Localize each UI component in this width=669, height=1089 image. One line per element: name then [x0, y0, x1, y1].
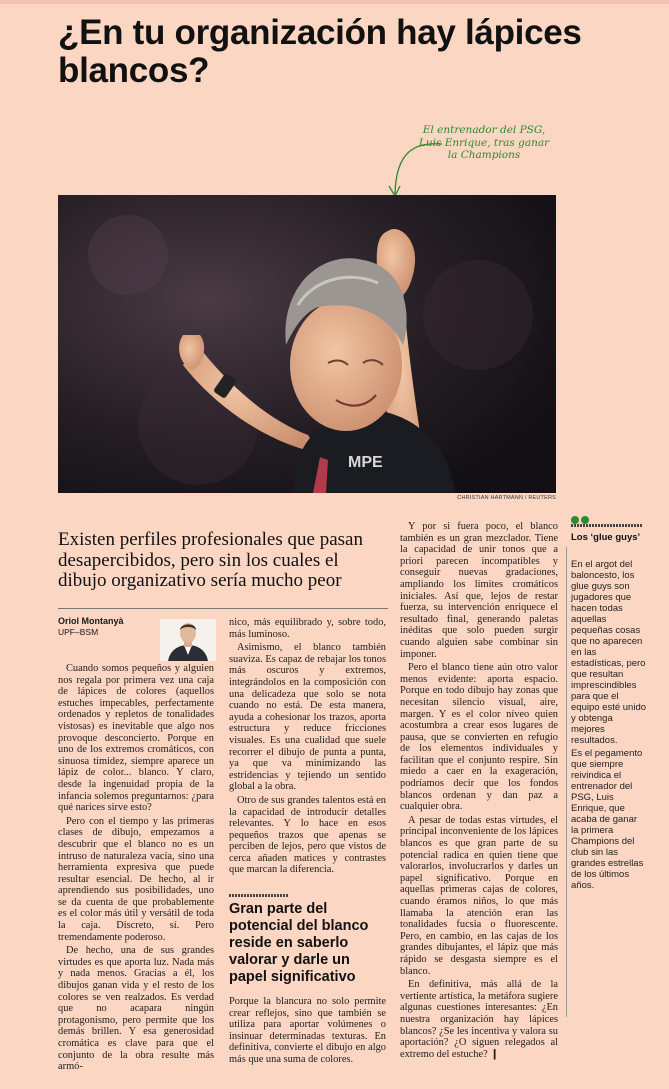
photo-caption: El entrenador del PSG, Luis Enrique, tras ganar la Champions: [418, 124, 550, 161]
sidebar-paragraph: Es el pegamento que siempre reivindica el entrenador del PSG, Luis Enrique, que acaba de ganar la primera Champions del club sin las grandes estrellas de los últimos años.: [571, 748, 644, 891]
paragraph: Y por si fuera poco, el blanco también es un gran mezclador. Tiene la capacidad de unir tonos que a priori parecen incompatibles y conseguir nuevas gradaciones, ampliando los límites cromáticos iniciales. Así que, lejos de restar fuerza, su intervención enriquece el resultado final, generando paletas inéditas que solo pueden surgir cuando alguien sabe combinar sin imponer.: [400, 521, 558, 660]
article-column-1: [58, 663, 214, 1075]
deck-divider: [58, 608, 388, 609]
author-portrait: [160, 619, 216, 661]
paragraph: En definitiva, más allá de la vertiente artística, la metáfora sugiere algunas cuestiones interesantes: ¿En nuestra organización hay lápices blancos? ¿Se les incentiva y valora su aportación? ¿O siguen relegados al extremo del estuche? ❙: [400, 979, 558, 1060]
sidebar-top-rule: [571, 524, 643, 527]
author-name: Oriol Montanyà: [58, 616, 124, 626]
sidebar-title: Los ‘glue guys’: [571, 532, 641, 543]
pullquote: Gran parte del potencial del blanco reside en saberlo valorar y darle un papel significativo: [229, 901, 369, 985]
author-byline: [58, 616, 124, 638]
paragraph: Cuando somos pequeños y alguien nos regala por primera vez una caja de lápices de colores (aquellos estuches impecables, perfectamente ordenados y repletos de tonalidades vistosas) es inevitable que algo nos provoque desconcierto. Porque en uno de los extremos cromáticos, con sinuosa timidez, siempre aparece un lápiz de color... blanco. Y claro, desde la ingenuidad propia de la infancia solemos preguntarnos: ¿para qué narices sirve esto?: [58, 663, 214, 814]
main-photo: [58, 195, 556, 493]
paragraph: nico, más equilibrado y, sobre todo, más luminoso.: [229, 617, 386, 640]
article-column-2-bottom: [229, 996, 386, 1068]
pullquote-rule: [229, 894, 289, 897]
paragraph: Pero el blanco tiene aún otro valor menos evidente: aporta espacio. Porque en todo dibujo hay zonas que necesitan silencio visual, aire, margen. Y es el color níveo quien acostumbra a crear esos lugares de pausa, que se convierten en refugio de los elementos individuales y facilitan que el conjunto respire. Sin miedo a caer en la exageración, podríamos decir que los fondos blancos ordenan y dan paz a cualquier obra.: [400, 662, 558, 813]
headline: ¿En tu organización hay lápices blancos?: [58, 13, 582, 90]
article-deck: Existen perfiles profesionales que pasan desapercibidos, pero sin los cuales el dibujo organizativo sería mucho peor: [58, 529, 363, 591]
sidebar-paragraph: En el argot del baloncesto, los glue guys son jugadores que hacen todas aquellas pequeñas cosas que no aparecen en las estadísticas, pero que resultan imprescindibles para que el equipo esté unido y obtenga mejores resultados.: [571, 559, 647, 746]
paragraph: Asimismo, el blanco también suaviza. Es capaz de rebajar los tonos más oscuros y extremos, integrándolos en la composición con una delicadeza que solo se nota cuando no está. De esta manera, ayuda a cohesionar los trazos, aporta estructura y reduce fricciones visuales. Es una cualidad que suele recorrer el dibujo de punta a punta, ya que va minimizando las estridencias y tejiendo un sentido global a la obra.: [229, 642, 386, 793]
article-column-2: [229, 617, 386, 878]
sidebar-divider: [566, 547, 567, 1017]
author-organization: UPF–BSM: [58, 627, 99, 637]
paragraph: Pero con el tiempo y las primeras clases de dibujo, empezamos a descubrir que el blanco no es un intruso de naturaleza vacía, sino una herramienta expresiva que puede resultar esencial. De hecho, al ir aprendiendo sus posibilidades, uno se da cuenta de que probablemente es el color más útil y versátil de toda la caja. Discreto, sí. Pero tremendamente poderoso.: [58, 815, 214, 943]
paragraph: Porque la blancura no solo permite crear reflejos, sino que también se utiliza para aportar volúmenes o insinuar determinadas texturas. En definitiva, convierte el dibujo en algo más que una suma de colores.: [229, 996, 386, 1065]
sidebar-body: [571, 559, 647, 893]
shirt-text: MPE: [348, 454, 383, 471]
paragraph: A pesar de todas estas virtudes, el principal inconveniente de los lápices blancos es que gran parte de su potencial radica en quien tiene que valorarlos, involucrarlos y darles un papel significativo. Porque en aquellas primeras cajas de colores, cuando éramos niños, lo que más llamaba la atención eran las tonalidades fucsia o fluorescente. Pero, en cambio, en las cajas de los grandes dibujantes, el lápiz que más rápido se desgasta siempre es el blanco.: [400, 814, 558, 977]
paragraph: Otro de sus grandes talentos está en la capacidad de introducir detalles relevantes. Y lo hace en esos pequeños trazos que apenas se perciben de lejos, pero que vistos de cerca añaden matices y contrastes que marcan la diferencia.: [229, 794, 386, 876]
page-top-edge: [0, 0, 669, 4]
article-column-3: [400, 521, 558, 1062]
sidebar-dots-icon: [571, 511, 595, 519]
caption-arrow-icon: [386, 136, 446, 200]
paragraph: De hecho, una de sus grandes virtudes es que aporta luz. Nada más y nada menos. Gracias a él, los dibujos ganan vida y el resto de los colores se ven realzados. Es verdad que no acapara ningún protagonismo, pero permite que los demás brillen. Y esa generosidad cromática es clave para que el conjunto de la obra resulte más armó-: [58, 945, 214, 1073]
photo-credit: CHRISTIAN HARTMANN / REUTERS: [457, 495, 556, 501]
